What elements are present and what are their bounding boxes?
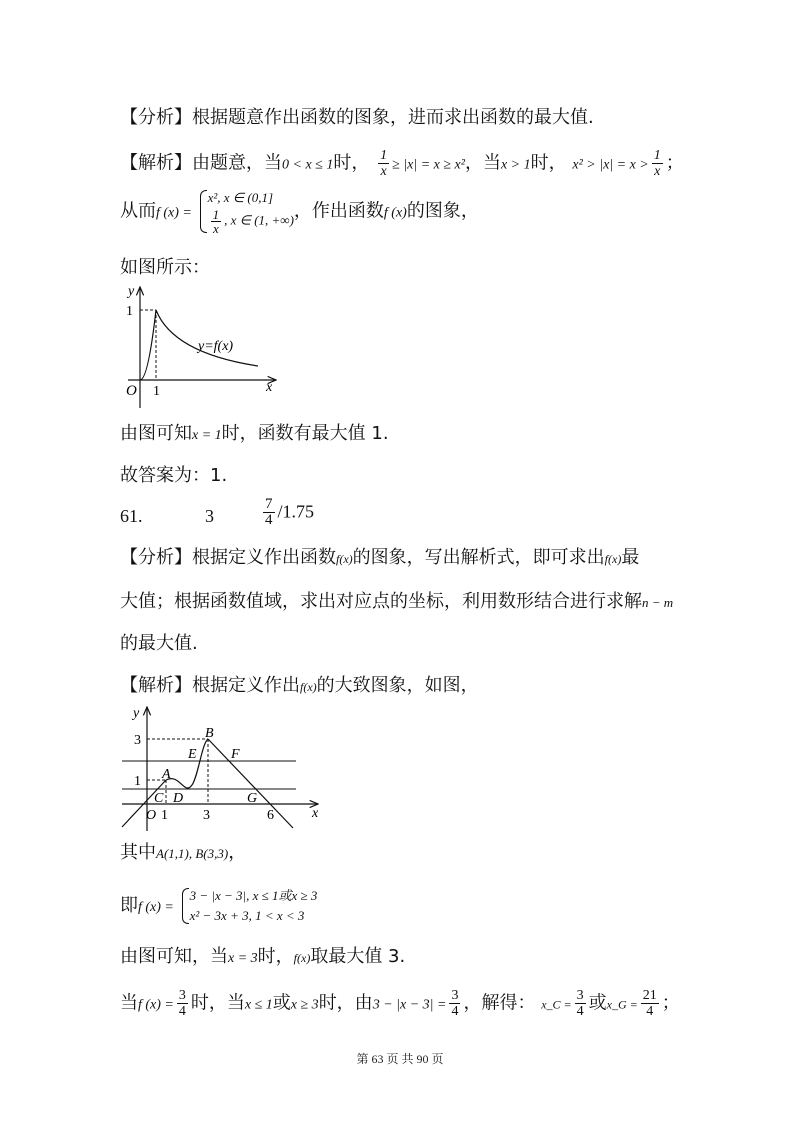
text: 故答案为：1. xyxy=(120,465,228,486)
piecewise-brace xyxy=(180,886,318,926)
point-label-g: G xyxy=(247,791,258,806)
text: 时，函数有最大值 1. xyxy=(221,423,389,444)
points-paragraph xyxy=(120,840,246,867)
graph-right-ray xyxy=(208,739,293,828)
x-tick-6: 6 xyxy=(267,808,274,823)
x-tick-3: 3 xyxy=(203,808,210,823)
y-axis-label: y xyxy=(133,706,140,721)
case-1: x², x ∈ (0,1] xyxy=(207,190,274,205)
figure-caption-1 xyxy=(120,255,210,281)
xc-label: x_C = xyxy=(541,997,572,1012)
denominator: 4 xyxy=(646,1004,654,1019)
section-tag: 【解析】 xyxy=(120,152,192,174)
piecewise-paragraph-2 xyxy=(120,886,317,926)
text: 由图可知 xyxy=(120,423,192,444)
origin-label: O xyxy=(146,808,157,823)
denominator: 4 xyxy=(265,512,273,528)
y-axis-label: y xyxy=(128,284,135,299)
analysis-paragraph-2-cont xyxy=(120,589,673,616)
text: 最 xyxy=(621,547,640,568)
numerator: 21 xyxy=(642,988,657,1003)
fraction xyxy=(449,988,460,1019)
condition: x ≤ 1 xyxy=(244,997,273,1013)
denominator: 4 xyxy=(451,1004,459,1019)
solve-paragraph xyxy=(120,988,680,1019)
denominator: x xyxy=(380,164,387,179)
text: ，当 xyxy=(464,152,501,174)
fraction xyxy=(652,148,663,179)
point-label-b: B xyxy=(205,726,214,741)
point-label-a: A xyxy=(162,767,171,782)
paragraph-text: 根据题意作出函数的图象，进而求出函数的最大值. xyxy=(192,107,594,128)
text: 即 xyxy=(120,895,138,916)
piecewise-paragraph-1 xyxy=(120,188,479,235)
section-tag: 【分析】 xyxy=(120,547,192,568)
analysis-paragraph-2 xyxy=(120,545,639,572)
numerator: 1 xyxy=(212,207,220,222)
function-lhs: f (x) = xyxy=(138,900,174,915)
numerator: 7 xyxy=(265,496,273,512)
expression: n − m xyxy=(642,595,674,610)
solution-paragraph-1 xyxy=(120,148,684,179)
fraction xyxy=(211,208,222,235)
page-footer: 第 63 页 共 90 页 xyxy=(356,1052,444,1066)
inequality: x² > |x| = x > xyxy=(572,157,649,173)
text: 由图可知，当 xyxy=(120,946,228,967)
numerator: 1 xyxy=(380,148,388,163)
point-label-d: D xyxy=(173,791,184,806)
max-value-paragraph xyxy=(120,944,405,972)
text: ； xyxy=(665,152,684,174)
fraction xyxy=(641,988,659,1019)
analysis-paragraph-1 xyxy=(120,105,594,131)
denominator: 4 xyxy=(576,1004,584,1019)
condition: x ≥ 3 xyxy=(290,997,319,1013)
text: 根据定义作出 xyxy=(192,675,300,696)
point-label-e: E xyxy=(188,747,197,762)
equation: 3 − |x − 3| = xyxy=(372,997,447,1013)
text: ，作出函数 xyxy=(293,200,384,222)
y-tick-1: 1 xyxy=(134,774,141,789)
text: 时，当 xyxy=(190,992,245,1014)
text: 当 xyxy=(120,992,138,1014)
function-name: f(x) xyxy=(604,552,622,566)
case-2 xyxy=(208,208,294,235)
function-name: f(x) xyxy=(300,680,317,694)
graph-2 xyxy=(118,703,328,833)
text: 从而 xyxy=(120,200,156,222)
function-name: f(x) xyxy=(336,552,353,566)
x-axis-label: x xyxy=(266,380,273,395)
numerator: 1 xyxy=(653,148,661,163)
y-tick-3: 3 xyxy=(134,733,141,748)
text: 其中 xyxy=(120,842,156,863)
question-number: 61. xyxy=(120,506,143,526)
denominator: 4 xyxy=(178,1004,186,1019)
text: 时， xyxy=(257,946,294,967)
answer-2-decimal: /1.75 xyxy=(277,501,315,522)
text: 或 xyxy=(588,992,607,1014)
curve-x-squared xyxy=(140,310,156,380)
text: ， xyxy=(228,842,247,863)
numerator: 3 xyxy=(178,988,186,1003)
case-2-domain: , x ∈ (1, +∞) xyxy=(224,212,294,228)
solution-paragraph-2 xyxy=(120,673,479,700)
x-tick-1: 1 xyxy=(161,808,168,823)
curve-label: y=f(x) xyxy=(198,339,234,354)
y-tick-1: 1 xyxy=(126,304,133,319)
condition: x = 1 xyxy=(192,428,222,443)
answer-2 xyxy=(260,497,314,528)
section-tag: 【解析】 xyxy=(120,675,192,696)
denominator: x xyxy=(212,221,219,236)
piecewise-brace xyxy=(198,188,294,235)
fraction xyxy=(263,497,275,528)
inequality: ≥ |x| = x ≥ x² xyxy=(392,157,465,173)
fraction xyxy=(378,148,389,179)
text: 或 xyxy=(272,992,291,1014)
answer-1: 3 xyxy=(205,506,214,526)
condition: 0 < x ≤ 1 xyxy=(282,157,334,173)
text: 的最大值. xyxy=(120,633,198,654)
x-axis-label: x xyxy=(312,806,319,821)
xg-label: x_G = xyxy=(606,997,638,1012)
conclusion-paragraph-1 xyxy=(120,421,389,449)
function-name: f (x) xyxy=(383,205,407,221)
answer-paragraph-1 xyxy=(120,463,227,489)
function-lhs: f (x) = xyxy=(156,205,192,221)
x-tick-1: 1 xyxy=(153,384,160,399)
point-label-f: F xyxy=(231,747,240,762)
text: 时， xyxy=(333,152,370,174)
numerator: 3 xyxy=(451,988,459,1003)
denominator: x xyxy=(654,164,661,179)
section-tag: 【分析】 xyxy=(120,107,192,128)
numerator: 3 xyxy=(576,988,584,1003)
function-name: f(x) xyxy=(293,951,311,965)
graph-parabola xyxy=(166,739,208,788)
question-61-answers xyxy=(120,496,315,530)
graph-1 xyxy=(118,283,283,413)
analysis-paragraph-2-end xyxy=(120,631,198,657)
text: 的图象，写出解析式，即可求出 xyxy=(352,547,605,568)
condition: x > 1 xyxy=(500,157,531,173)
point-label-c: C xyxy=(154,791,164,806)
text: 的图象， xyxy=(406,200,479,222)
text: 根据定义作出函数 xyxy=(192,547,336,568)
text: 时，由 xyxy=(318,992,373,1014)
text: 取最大值 3. xyxy=(310,946,406,967)
case-2: x² − 3x + 3, 1 < x < 3 xyxy=(189,908,305,923)
fraction xyxy=(575,988,586,1019)
fraction xyxy=(177,988,188,1019)
condition: x = 3 xyxy=(228,951,258,966)
function-lhs: f (x) = xyxy=(138,997,174,1013)
text: ，解得： xyxy=(463,992,536,1014)
text: 时， xyxy=(530,152,567,174)
text: ； xyxy=(661,992,680,1014)
text: 如图所示： xyxy=(120,257,210,278)
origin-label: O xyxy=(126,383,137,399)
points: A(1,1), B(3,3) xyxy=(156,846,229,861)
text: 大值；根据函数值域，求出对应点的坐标，利用数形结合进行求解 xyxy=(120,591,642,612)
curve-reciprocal xyxy=(156,310,258,366)
text: 由题意，当 xyxy=(192,152,282,174)
text: 的大致图象，如图， xyxy=(316,675,479,696)
case-1: 3 − |x − 3|, x ≤ 1或x ≥ 3 xyxy=(189,888,318,903)
